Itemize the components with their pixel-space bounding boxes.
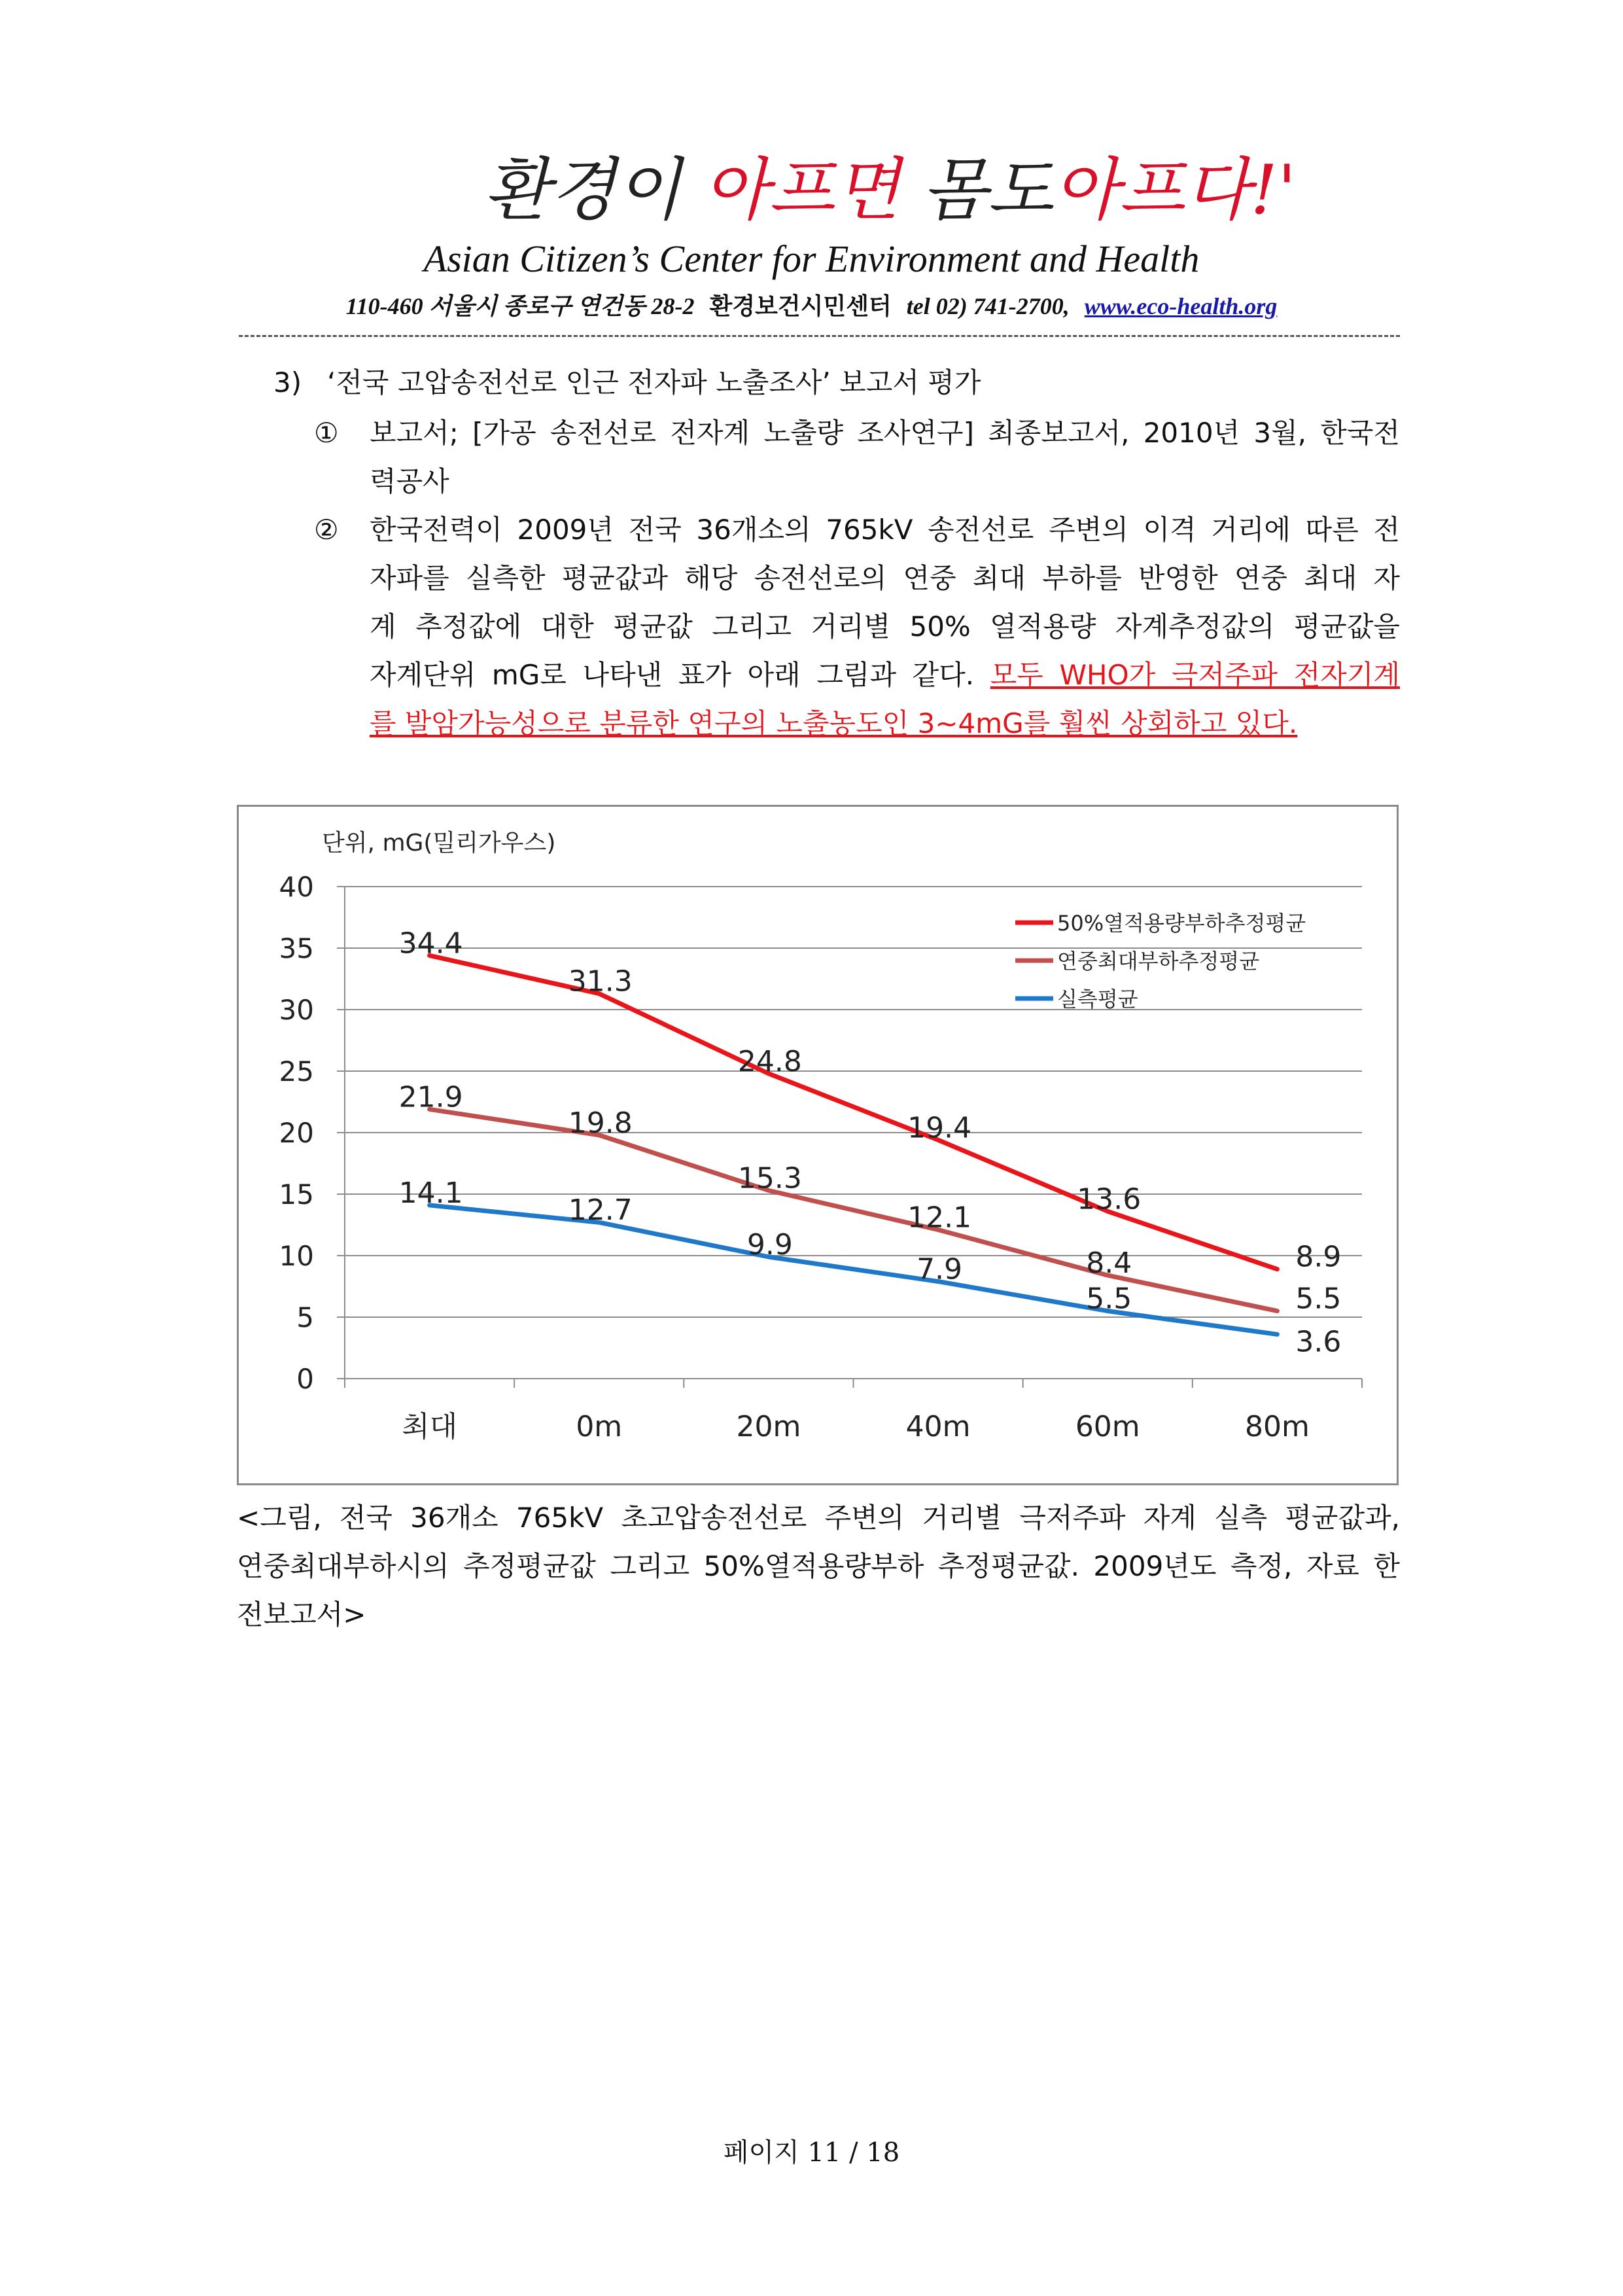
item-2-text-line: 계 추정값에 대한 평균값 그리고 거리별 50% 열적용량 자계추정값의 평균값을 xyxy=(370,610,1400,643)
y-tick-label: 20 xyxy=(279,1117,314,1149)
x-tick-label: 40m xyxy=(905,1410,971,1443)
legend-label: 실측평균 xyxy=(1057,987,1138,1012)
logo-text-3: 몸도 xyxy=(921,150,1053,230)
item-2-text-line: 자파를 실측한 평균값과 해당 송전선로의 연중 최대 부하를 반영한 연중 최대 자 xyxy=(370,562,1400,594)
org-name-ko: 환경보건시민센터 xyxy=(709,293,892,319)
section-title: ‘전국 고압송전선로 인근 전자파 노출조사’ 보고서 평가 xyxy=(327,366,981,398)
logo-text-4: 아프다 xyxy=(1053,150,1251,230)
item-1-text-line: 력공사 xyxy=(370,465,449,497)
unit-label: 단위, mG(밀리가우스) xyxy=(322,830,556,857)
series-line xyxy=(430,955,1278,1269)
figure-caption-line: 전보고서> xyxy=(237,1598,366,1631)
org-address-line xyxy=(0,288,1623,321)
item-1-text-line: 보고서; [가공 송전선로 전자계 노출량 조사연구] 최종보고서, 2010년 3월, 한국전 xyxy=(370,417,1400,449)
item-marker-1: ① xyxy=(314,417,339,449)
x-tick-label: 0m xyxy=(576,1410,623,1443)
y-tick-label: 40 xyxy=(279,871,314,903)
y-tick-label: 5 xyxy=(296,1301,314,1333)
data-label: 12.1 xyxy=(907,1201,972,1235)
logo-text-5: !' xyxy=(1250,150,1297,230)
data-label: 8.4 xyxy=(1086,1246,1132,1280)
y-tick-label: 25 xyxy=(279,1055,314,1087)
item-2-text-line xyxy=(370,656,1400,695)
data-label: 19.4 xyxy=(907,1111,972,1145)
x-tick-label: 20m xyxy=(736,1410,801,1443)
data-label: 8.9 xyxy=(1295,1240,1342,1274)
data-label: 31.3 xyxy=(568,964,633,998)
series-line xyxy=(430,1109,1278,1311)
x-tick-label: 60m xyxy=(1075,1410,1140,1443)
highlighted-text: 모두 WHO가 극저주파 전자기계 xyxy=(990,659,1400,691)
item-2-plain-text: 자계단위 mG로 나타낸 표가 아래 그림과 같다. xyxy=(370,659,990,691)
y-tick-label: 15 xyxy=(279,1178,314,1210)
legend-label: 50%열적용량부하추정평균 xyxy=(1057,911,1306,936)
section-number: 3) xyxy=(273,366,302,398)
data-label: 5.5 xyxy=(1086,1282,1132,1316)
line-chart xyxy=(237,805,1399,1485)
data-label: 14.1 xyxy=(398,1176,463,1210)
highlighted-text: 를 발암가능성으로 분류한 연구의 노출농도인 3~4mG를 훨씬 상회하고 있다. xyxy=(370,707,1298,739)
figure-caption-line: <그림, 전국 36개소 765kV 초고압송전선로 주변의 거리별 극저주파 자계 실측 평균값과, xyxy=(237,1502,1400,1534)
page-number: 페이지 11 / 18 xyxy=(723,2138,900,2168)
header-divider xyxy=(239,335,1400,337)
data-label: 19.8 xyxy=(568,1106,633,1140)
data-label: 13.6 xyxy=(1077,1182,1142,1216)
item-marker-2: ② xyxy=(314,514,339,546)
telephone: tel 02) 741-2700, xyxy=(906,293,1070,319)
item-2-text-line: 한국전력이 2009년 전국 36개소의 765kV 송전선로 주변의 이격 거리에 따른 전 xyxy=(370,514,1400,546)
y-tick-label: 30 xyxy=(279,994,314,1026)
data-label: 7.9 xyxy=(916,1252,963,1286)
data-label: 21.9 xyxy=(398,1080,463,1114)
website-link[interactable]: www.eco-health.org xyxy=(1084,293,1278,319)
logo-slogan xyxy=(484,141,1297,239)
data-label: 9.9 xyxy=(746,1227,793,1262)
data-label: 3.6 xyxy=(1295,1325,1342,1359)
data-label: 15.3 xyxy=(737,1161,802,1195)
org-name-en: Asian Citizen’s Center for Environment and Health xyxy=(423,238,1200,280)
logo-text-1: 환경이 xyxy=(484,150,703,230)
data-label: 5.5 xyxy=(1295,1282,1342,1316)
x-tick-label: 최대 xyxy=(402,1410,458,1443)
y-tick-label: 35 xyxy=(279,932,314,964)
x-tick-label: 80m xyxy=(1244,1410,1310,1443)
data-label: 12.7 xyxy=(568,1193,633,1227)
logo-text-2: 아프면 xyxy=(703,150,922,230)
legend-label: 연중최대부하추정평균 xyxy=(1057,949,1260,974)
y-tick-label: 10 xyxy=(279,1240,314,1272)
address: 110-460 서울시 종로구 연건동 28-2 xyxy=(345,293,695,319)
y-tick-label: 0 xyxy=(296,1363,314,1395)
figure-caption-line: 연중최대부하시의 추정평균값 그리고 50%열적용량부하 추정평균값. 2009년도 측정, 자료 한 xyxy=(237,1550,1400,1582)
data-label: 24.8 xyxy=(737,1044,802,1078)
data-label: 34.4 xyxy=(398,927,463,961)
